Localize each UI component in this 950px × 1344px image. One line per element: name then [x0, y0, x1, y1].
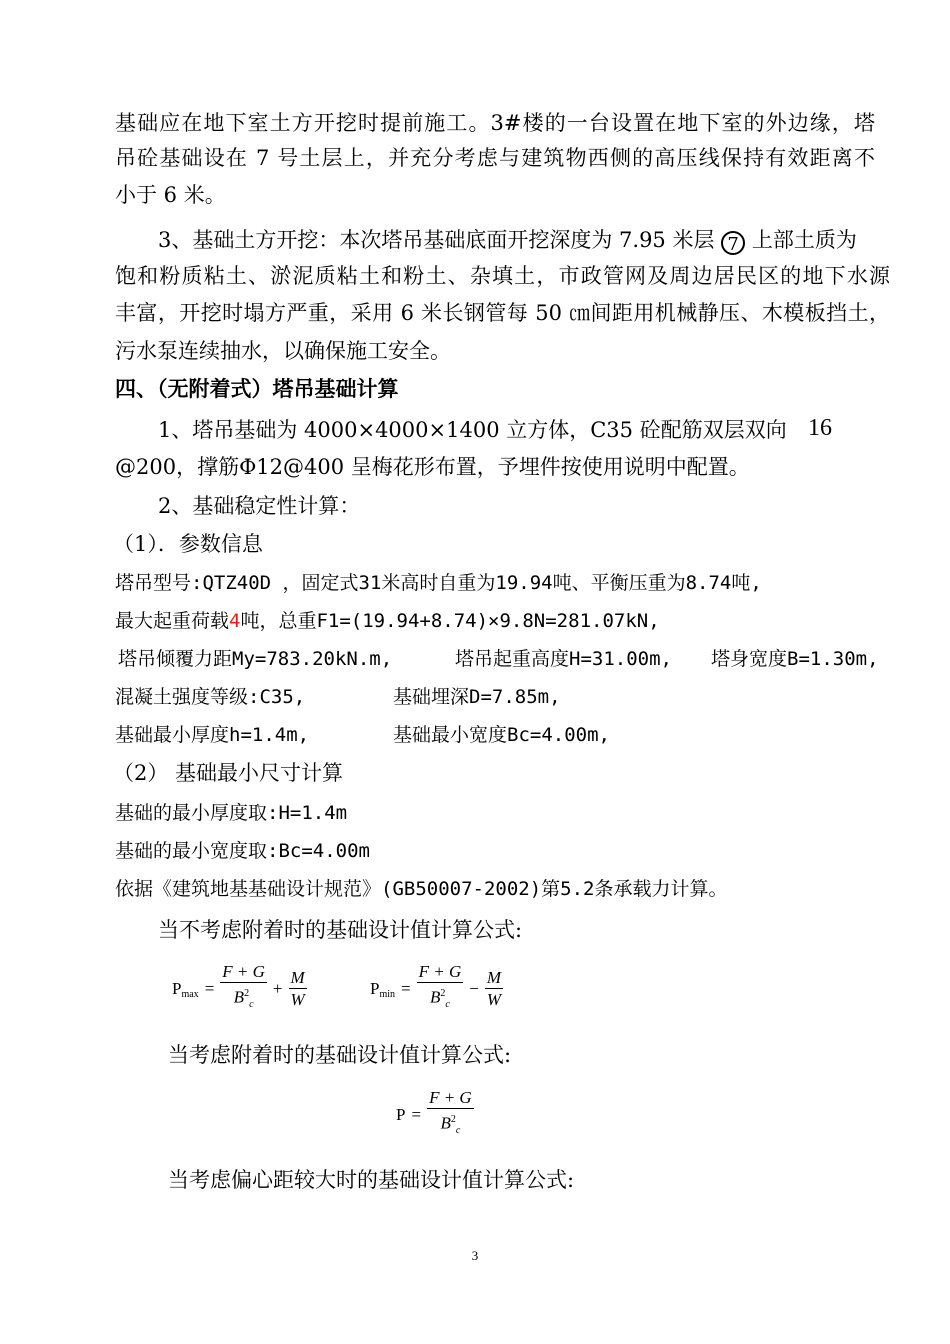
- minus-sign: −: [469, 979, 479, 999]
- superscript: 2: [244, 988, 250, 999]
- fraction: [289, 968, 307, 1011]
- page-number: 3: [471, 1248, 479, 1263]
- param-text: 基础埋深D=7.85m,: [393, 686, 561, 708]
- paragraph-text: 上部土质为: [751, 228, 857, 252]
- formula-intro: 当考虑偏心距较大时的基础设计值计算公式:: [168, 1168, 575, 1192]
- denominator: W: [486, 989, 502, 1009]
- numerator: F + G: [222, 962, 265, 981]
- paragraph-line: 丰富，开挖时塌方严重，采用 6 米长钢管每 50 ㎝间距用机械静压、木模板挡土，: [115, 301, 890, 325]
- formula-pmax: [172, 962, 307, 1016]
- fraction: [417, 962, 464, 1016]
- numerator: M: [486, 967, 502, 987]
- formula-symbol: P: [370, 978, 380, 998]
- paragraph-line: 小于 6 米。: [115, 183, 226, 207]
- sub-heading: （2） 基础最小尺寸计算: [113, 761, 344, 785]
- denominator: [220, 983, 267, 1016]
- paragraph-line: [158, 228, 857, 255]
- param-text: 塔吊起重高度H=31.00m,: [455, 648, 672, 670]
- param-text: 基础最小厚度h=1.4m,: [115, 724, 310, 746]
- denominator: [427, 1109, 474, 1142]
- param-line: 塔吊型号:QTZ40D ，固定式31米高时自重为19.94吨、平衡压重为8.74吨,: [115, 572, 762, 594]
- item-line: 2、基础稳定性计算：: [158, 494, 361, 518]
- fraction: [427, 1088, 474, 1142]
- section-heading: 四、（无附着式）塔吊基础计算: [115, 376, 399, 401]
- paragraph-line: 污水泵连续抽水，以确保施工安全。: [115, 339, 451, 363]
- sub-heading: （1）．参数信息: [113, 532, 263, 556]
- numerator: F + G: [429, 1088, 472, 1107]
- dimension-line: 基础的最小宽度取:Bc=4.00m: [115, 840, 370, 862]
- denominator: W: [290, 989, 305, 1009]
- formula-subscript: min: [379, 988, 396, 1000]
- highlight-value: 4: [229, 610, 241, 632]
- denominator: [417, 983, 464, 1016]
- formula-intro: 当考虑附着时的基础设计值计算公式:: [168, 1043, 512, 1067]
- equals-sign: =: [411, 1105, 422, 1125]
- formula-symbol: B: [440, 1113, 451, 1133]
- param-text: 混凝土强度等级:C35,: [115, 686, 306, 708]
- numerator: M: [290, 967, 305, 987]
- param-text: 塔身宽度B=1.30m,: [711, 648, 879, 670]
- subscript: c: [455, 1125, 461, 1137]
- superscript: 2: [450, 1114, 456, 1125]
- param-text: 基础最小宽度Bc=4.00m,: [393, 724, 610, 746]
- superscript: 2: [440, 988, 446, 999]
- rebar-size: 16: [808, 415, 832, 441]
- formula-intro: 当不考虑附着时的基础设计值计算公式:: [158, 918, 523, 942]
- subscript: c: [249, 999, 254, 1011]
- formula-subscript: max: [181, 988, 199, 1000]
- formula-symbol: P: [172, 978, 182, 998]
- circled-number: 7: [721, 231, 745, 255]
- param-line: [115, 609, 660, 633]
- formula-pmin: [370, 962, 503, 1016]
- param-text: 最大起重荷载: [115, 610, 230, 632]
- fraction: [485, 968, 503, 1011]
- dimension-line: 基础的最小厚度取:H=1.4m: [115, 802, 348, 824]
- equals-sign: =: [401, 979, 411, 999]
- paragraph-line: 吊砼基础设在 7 号土层上，并充分考虑与建筑物西侧的高压线保持有效距离不: [115, 146, 875, 170]
- item-line: 1、塔吊基础为 4000×4000×1400 立方体，C35 砼配筋双层双向: [158, 418, 787, 442]
- param-text: 塔吊倾覆力距My=783.20kN.m,: [118, 648, 393, 670]
- formula-p: [396, 1088, 474, 1142]
- param-text: 吨，总重F1=(19.94+8.74)×9.8N=281.07kN,: [240, 610, 660, 632]
- paragraph-line: 饱和粉质粘土、淤泥质粘土和粉土、杂填土，市政管网及周边居民区的地下水源: [115, 264, 890, 288]
- subscript: c: [445, 999, 450, 1011]
- paragraph-text: 3、基础土方开挖：本次塔吊基础底面开挖深度为 7.95 米层: [158, 228, 715, 252]
- plus-sign: +: [272, 979, 283, 999]
- item-line: @200，撑筋Φ12@400 呈梅花形布置，予埋件按使用说明中配置。: [115, 455, 750, 479]
- fraction: [220, 962, 267, 1016]
- paragraph-line: 基础应在地下室土方开挖时提前施工。3#楼的一台设置在地下室的外边缘，塔: [115, 111, 875, 135]
- formula-symbol: B: [233, 987, 245, 1007]
- equals-sign: =: [204, 979, 215, 999]
- reference-line: 依据《建筑地基基础设计规范》(GB50007-2002)第5.2条承载力计算。: [115, 878, 728, 900]
- formula-symbol: P: [396, 1105, 406, 1125]
- numerator: F + G: [418, 962, 462, 981]
- formula-symbol: B: [430, 987, 441, 1007]
